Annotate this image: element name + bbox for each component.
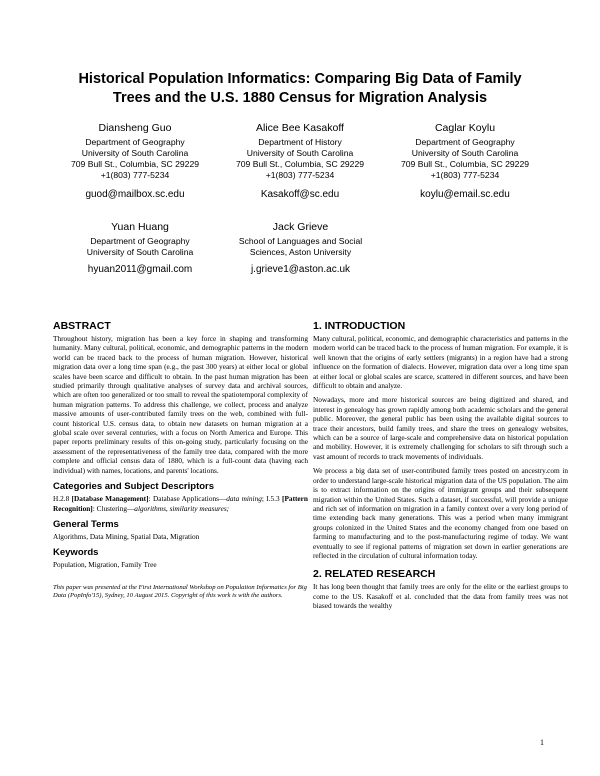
author-univ: University of South Carolina [246,148,354,158]
author-name: Jack Grieve [272,221,329,233]
category-code: H.2.8 [53,494,72,504]
author-dept: Department of Geography [90,236,190,246]
author-dept: Department of Geography [85,137,185,147]
author-name: Alice Bee Kasakoff [256,122,344,134]
author-phone: +1(803) 777-5234 [265,170,335,180]
category-bold: [Pattern Recognition] [53,494,308,513]
category-bold: [Database Management] [71,494,149,504]
author-phone: +1(803) 777-5234 [100,170,170,180]
copyright-footnote: This paper was presented at the First International Workshop on Population Informatics for Big Data (PopInfo'15), Sydney, 10 August 2015. Copyright of this work is with the authors. [53,583,307,599]
author-univ: University of South Carolina [411,148,519,158]
paper-title [40,70,560,108]
author-univ: Sciences, Aston University [249,247,352,257]
categories-heading: Categories and Subject Descriptors [53,481,215,493]
title-line-2: Trees and the U.S. 1880 Census for Migration Analysis [112,90,488,106]
author-name: Caglar Koylu [434,122,496,134]
category-italic: data mining [226,494,262,504]
introduction-paragraph: Nowadays, more and more historical sources are being digitized and shared, and interest in genealogy has grown rapidly among both academic scholars and the general public. Moreover, the general public has been using the available digital sources to trace their ancestors, build family trees, and share the trees on genealogy websites, which can be a source of large-scale and comprehensive data on historical population and mobility. However, it is extremely challenging for scholars to sift through such a vast amount of records to track movements of individuals. [313,395,568,461]
author-dept: School of Languages and Social [238,236,363,246]
author-block [55,221,225,276]
category-italic: algorithms, similarity measures; [134,503,230,513]
abstract-heading: ABSTRACT [53,320,111,332]
introduction-paragraph: We process a big data set of user-contributed family trees posted on ancestry.com in order to understand large-scale historical migration data of the US population. The aim is to extract information on the origins of immigrant groups and their subsequent migration within the United States. Such a dataset, if successful, will provide a unique and rich set of information on migration in a family context over a very long period of time extending back many generations. This was a period when many immigrant groups colonized in the United States and the economy changed from one based on farming to manufacturing and to the post-manufacturing regime of today. We want eventually to see if regional patterns of migration set down in earlier generations are reflected in the circulation of cultural information today. [313,466,568,560]
related-research-heading: 2. RELATED RESEARCH [313,568,436,581]
author-block [215,122,385,201]
categories-text [53,494,308,513]
category-text: : Clustering— [92,503,135,513]
general-terms-heading: General Terms [53,518,119,530]
related-research-text: It has long been thought that family trees are only for the elite or the earliest groups to come to the US. Kasakoff et al. concluded that the data from family trees was not biased towards the wealthy [313,582,568,611]
author-address: 709 Bull St., Columbia, SC 29229 [235,159,365,169]
title-line-1: Historical Population Informatics: Comparing Big Data of Family [78,71,522,87]
category-text: : Database Applications— [148,494,227,504]
author-address: 709 Bull St., Columbia, SC 29229 [400,159,530,169]
keywords-heading: Keywords [53,547,99,559]
author-name: Yuan Huang [111,221,169,233]
author-email[interactable]: j.grieve1@aston.ac.uk [250,264,351,275]
general-terms-text: Algorithms, Data Mining, Spatial Data, Migration [53,531,200,541]
introduction-heading: 1. INTRODUCTION [313,320,406,332]
introduction-paragraph: Many cultural, political, economic, and demographic characteristics and patterns in the modern world can be traced back to the process of human migration. For example, it is well known that the origins of early settlers (migrants) in a region have had a strong influence on the formation of dialects. However, migration data over a long time span at either local or global scales are scarce, scattered in different sources, and have been difficult to obtain and analyze. [313,334,568,391]
author-dept: Department of History [258,137,342,147]
author-block [50,122,220,201]
author-email[interactable]: Kasakoff@sc.edu [260,189,340,200]
left-column [53,320,308,600]
keywords-text: Population, Migration, Family Tree [53,560,157,570]
author-univ: University of South Carolina [81,148,189,158]
category-code: ; I.5.3 [261,494,283,504]
author-dept: Department of Geography [415,137,515,147]
right-column [313,320,568,616]
author-phone: +1(803) 777-5234 [430,170,500,180]
author-block [213,221,388,276]
author-email[interactable]: guod@mailbox.sc.edu [85,189,185,200]
author-name: Diansheng Guo [98,122,172,134]
author-email[interactable]: koylu@email.sc.edu [420,189,510,200]
author-email[interactable]: hyuan2011@gmail.com [87,264,193,275]
author-block [380,122,550,201]
author-univ: University of South Carolina [86,247,194,257]
abstract-text: Throughout history, migration has been a key force in shaping and transforming humanity. Many cultural, political, economic, and demographic patterns in the modern world can be traced back to the process of human migration. However, historical migration data over a long time span (e.g., the past 300 years) at either local or global scales have been scarce and difficult to obtain. In the past human migration has been studied primarily through qualitative analyses of survey data and archival sources, which are often too generalized or too small to reveal the spatiotemporal complexity of human migration patterns. To address this challenge, we collect, process and analyze massive amounts of user-contributed family trees on the web, combined with full-count historical U.S. census data, to obtain new datasets on human migration at a global scale over several centuries, with a focus on North America and Europe. This paper reports preliminary results of this on-going study, particularly focusing on the assessment of the representativeness of the family tree data, compared with the more complete and official census data of 1880, which is a full-count data (having each individual) with names, locations, and parents' locations. [53,334,308,475]
author-address: 709 Bull St., Columbia, SC 29229 [70,159,200,169]
page-number: 1 [540,738,544,747]
